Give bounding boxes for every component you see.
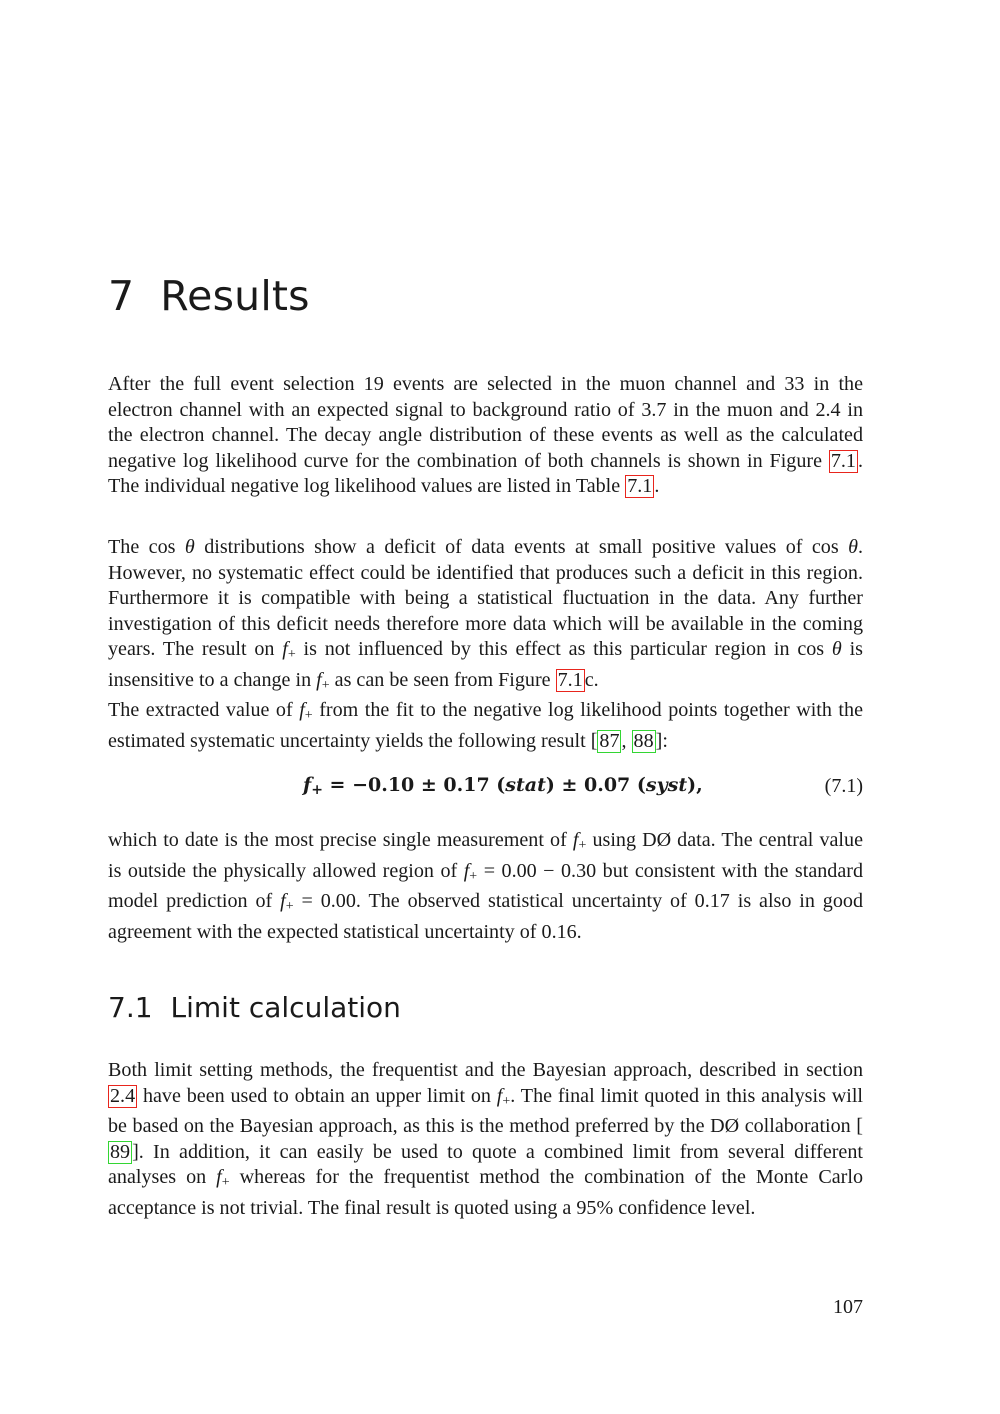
text: ,	[621, 729, 632, 752]
math-subscript: +	[321, 677, 330, 693]
text: . The individual negative log likelihood values are listed in Table	[108, 449, 863, 498]
text: have been used to obtain an upper limit on	[137, 1084, 497, 1107]
math-theta: θ	[848, 536, 858, 558]
text: The cos	[108, 536, 185, 558]
equation-syst: syst	[645, 774, 688, 796]
math-subscript: +	[311, 782, 323, 798]
math-theta: θ	[831, 638, 842, 661]
text: c.	[584, 668, 599, 691]
math-f: f	[282, 638, 288, 661]
math-theta: θ	[184, 536, 195, 558]
math-f: f	[216, 1166, 222, 1189]
math-subscript: +	[304, 708, 313, 723]
citation-link[interactable]: 88	[633, 729, 654, 752]
text: whereas for the frequentist method the combination of the Monte Carlo acceptance is not trivial. The final result is quoted using a 95% confidence level.	[108, 1166, 863, 1219]
text: is not influenced by this effect as this particular region in cos	[295, 638, 832, 661]
math-f: f	[316, 668, 322, 691]
figure-link[interactable]: 7.1	[557, 668, 583, 691]
citation-link[interactable]: 89	[110, 1140, 131, 1163]
equation-body	[303, 774, 703, 798]
math-f: f	[280, 890, 286, 913]
math-subscript: +	[502, 1093, 511, 1109]
text: After the full event selection 19 events are selected in the muon channel and 33 in the electron channel with an expected signal to background ratio of 3.7 in the muon and 2.4 in the electron channel. The decay angle distribution of these events as well as the calculated negative log likelihood curve for the combination of both channels is shown in Figure	[108, 373, 863, 472]
equation-stat: stat	[505, 774, 546, 796]
section-number: 7.1	[108, 991, 153, 1024]
text: . The final limit quoted in this analysis will be based on the Bayesian approach, as this is the method preferred by the DØ collaboration [	[108, 1084, 863, 1138]
equation-7-1	[108, 772, 863, 806]
math-subscript: +	[469, 868, 478, 884]
text: distributions show a deficit of data events at small positive values of cos	[194, 536, 849, 558]
document-page	[108, 0, 863, 1414]
math-f: f	[463, 859, 470, 882]
figure-link[interactable]: 7.1	[830, 449, 856, 472]
text: . However, no systematic effect could be identified that produces such a deficit in this region. Furthermore it is compatible with being a statistical fluctuation in the data. Any further investigation of this deficit needs therefore more data which will be available in the coming years. The result on	[108, 536, 864, 661]
paragraph-3	[108, 698, 863, 754]
equation-text: ),	[687, 774, 703, 796]
chapter-number: 7	[108, 272, 135, 320]
math-f: f	[572, 829, 579, 851]
text: .	[654, 475, 660, 498]
text: = 0.00 − 0.30 but consistent with the standard model prediction of	[108, 859, 863, 913]
math-subscript: +	[287, 647, 296, 663]
text: as can be seen from Figure	[329, 668, 556, 691]
text: Both limit setting methods, the frequentist and the Bayesian approach, described in section	[108, 1059, 863, 1081]
text: is insensitive to a change in	[108, 638, 863, 691]
section-link[interactable]: 2.4	[110, 1084, 136, 1107]
math-subscript: +	[221, 1175, 230, 1191]
section-title: Limit calculation	[170, 991, 401, 1024]
equation-number: (7.1)	[824, 775, 863, 797]
math-f: f	[303, 774, 312, 796]
math-subscript: +	[578, 838, 587, 853]
text: using DØ data. The central value is outside the physically allowed region of	[108, 829, 863, 882]
paragraph-1	[108, 372, 863, 500]
citation-link[interactable]: 87	[599, 729, 620, 752]
paragraph-4	[108, 828, 863, 945]
text: from the fit to the negative log likelihood points together with the estimated systematic uncertainty yields the following result [	[108, 699, 863, 752]
math-f: f	[299, 699, 305, 721]
chapter-heading	[108, 268, 310, 324]
chapter-title: Results	[160, 272, 310, 320]
math-subscript: +	[285, 899, 294, 915]
text: = 0.00. The observed statistical uncertainty of 0.17 is also in good agreement with the expected statistical uncertainty of 0.16.	[108, 890, 863, 943]
text: The extracted value of	[108, 699, 300, 721]
paragraph-2	[108, 535, 863, 699]
section-heading	[108, 989, 401, 1027]
math-f: f	[496, 1084, 503, 1107]
text: ]. In addition, it can easily be used to quote a combined limit from several different analyses on	[108, 1140, 863, 1189]
table-link[interactable]: 7.1	[627, 475, 653, 498]
text: ]:	[655, 729, 668, 752]
page-number: 107	[833, 1296, 863, 1318]
paragraph-5	[108, 1058, 863, 1222]
text: which to date is the most precise single measurement of	[108, 829, 573, 851]
equation-text: ) ± 0.07 (	[545, 774, 646, 796]
equation-text: = −0.10 ± 0.17 (	[322, 774, 506, 796]
